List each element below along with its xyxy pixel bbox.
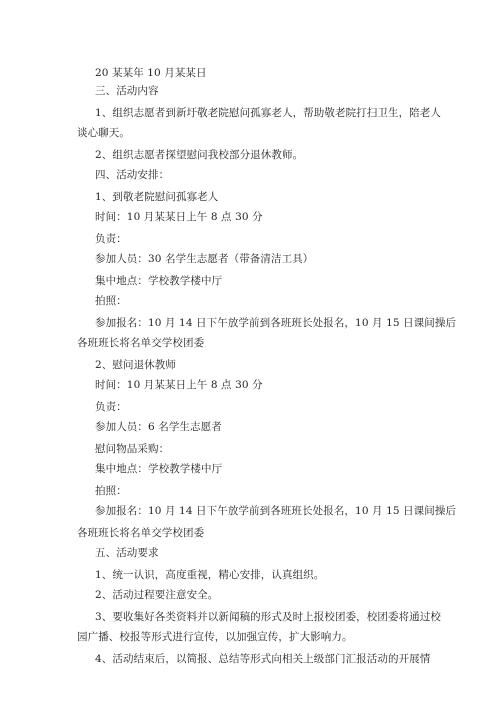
schedule-item-2-responsible: 负责：: [95, 401, 127, 413]
content-item-2: 2、组织志愿者探望慰问我校部分退休教师。: [95, 149, 304, 161]
schedule-item-1-time: 时间：10 月某某日上午 8 点 30 分: [95, 211, 263, 223]
requirement-item-2: 2、活动过程要注意安全。: [95, 589, 219, 601]
schedule-item-2-registration: 参加报名：10 月 14 日下午放学前到各班班长处报名，10 月 15 日课间操后: [95, 505, 457, 517]
schedule-item-1-responsible: 负责：: [95, 233, 127, 245]
requirement-item-3: 3、要收集好各类资料并以新闻稿的形式及时上报校团委，校团委将通过校: [95, 611, 441, 623]
content-item-1-continued: 谈心聊天。: [77, 127, 130, 139]
requirement-item-1: 1、统一认识，高度重视，精心安排，认真组织。: [95, 569, 325, 581]
schedule-item-2-purchase: 慰问物品采购：: [95, 443, 170, 455]
schedule-item-2-time: 时间：10 月某某日上午 8 点 30 分: [95, 379, 263, 391]
section-heading-activity-content: 三、活动内容: [95, 85, 159, 97]
schedule-item-1-registration-continued: 各班班长将名单交学校团委: [77, 337, 205, 349]
schedule-item-1-registration: 参加报名：10 月 14 日下午放学前到各班班长处报名，10 月 15 日课间操后: [95, 317, 457, 329]
schedule-item-2-registration-continued: 各班班长将名单交学校团委: [77, 527, 205, 539]
section-heading-activity-requirements: 五、活动要求: [95, 547, 159, 559]
schedule-item-1-participants: 参加人员：30 名学生志愿者（带备清洁工具）: [95, 253, 314, 265]
schedule-item-2-location: 集中地点：学校教学楼中厅: [95, 463, 223, 475]
schedule-item-1-photo: 拍照：: [95, 295, 127, 307]
requirement-item-4: 4、活动结束后，以简报、总结等形式向相关上级部门汇报活动的开展情: [95, 653, 431, 665]
schedule-item-2-participants: 参加人员：6 名学生志愿者: [95, 421, 222, 433]
schedule-item-1-title: 1、到敬老院慰问孤寡老人: [95, 191, 219, 203]
schedule-item-1-location: 集中地点：学校教学楼中厅: [95, 275, 223, 287]
schedule-item-2-photo: 拍照：: [95, 485, 127, 497]
content-item-1: 1、组织志愿者到新圩敬老院慰问孤寡老人，帮助敬老院打扫卫生，陪老人: [95, 107, 441, 119]
section-heading-activity-schedule: 四、活动安排：: [95, 169, 170, 181]
date-line: 20 某某年 10 月某某日: [95, 67, 207, 79]
requirement-item-3-continued: 园广播、校报等形式进行宣传，以加强宣传，扩大影响力。: [77, 631, 353, 643]
schedule-item-2-title: 2、慰问退休教师: [95, 359, 176, 371]
